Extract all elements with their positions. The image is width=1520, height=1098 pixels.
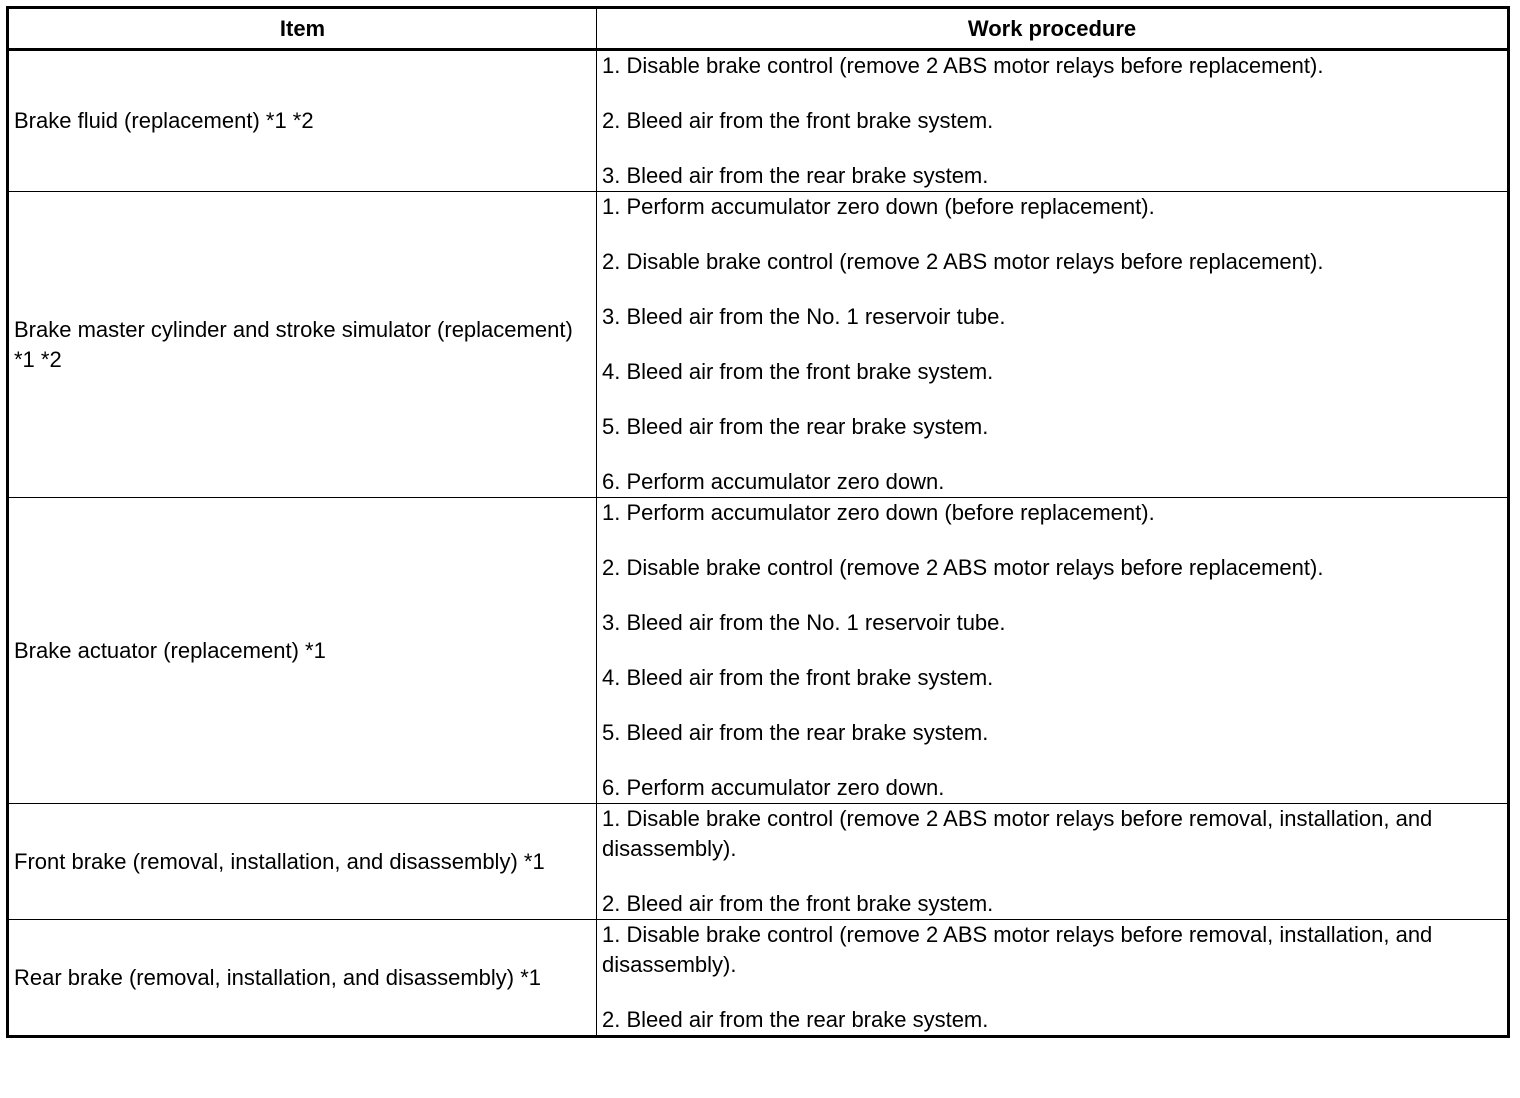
- table-row: [8, 192, 1509, 498]
- procedure-step: 6. Perform accumulator zero down.: [602, 469, 945, 494]
- procedure-step: 3. Bleed air from the No. 1 reservoir tube.: [602, 610, 1006, 635]
- procedure-cell: [597, 920, 1509, 1037]
- procedure-step: 1. Perform accumulator zero down (before replacement).: [602, 500, 1155, 525]
- procedure-step: 3. Bleed air from the No. 1 reservoir tube.: [602, 304, 1006, 329]
- procedure-cell: [597, 804, 1509, 920]
- procedure-step: 2. Bleed air from the rear brake system.: [602, 1007, 989, 1032]
- table-body: [8, 50, 1509, 1037]
- item-cell: Rear brake (removal, installation, and disassembly) *1: [8, 920, 597, 1037]
- procedure-cell: [597, 192, 1509, 498]
- procedure-step: 1. Disable brake control (remove 2 ABS motor relays before removal, installation, and disassembly).: [602, 922, 1433, 977]
- header-work-procedure: Work procedure: [597, 8, 1509, 50]
- procedure-step: 4. Bleed air from the front brake system.: [602, 665, 994, 690]
- table-row: [8, 920, 1509, 1037]
- item-cell: Front brake (removal, installation, and disassembly) *1: [8, 804, 597, 920]
- procedure-step: 1. Perform accumulator zero down (before replacement).: [602, 194, 1155, 219]
- procedure-step: 3. Bleed air from the rear brake system.: [602, 163, 989, 188]
- procedure-step: 1. Disable brake control (remove 2 ABS motor relays before removal, installation, and disassembly).: [602, 806, 1433, 861]
- table-row: [8, 804, 1509, 920]
- item-cell: Brake fluid (replacement) *1 *2: [8, 50, 597, 192]
- procedure-step: 5. Bleed air from the rear brake system.: [602, 414, 989, 439]
- procedure-cell: [597, 498, 1509, 804]
- item-cell: Brake actuator (replacement) *1: [8, 498, 597, 804]
- procedure-step: 2. Disable brake control (remove 2 ABS motor relays before replacement).: [602, 249, 1324, 274]
- procedure-step: 2. Bleed air from the front brake system.: [602, 891, 994, 916]
- item-cell: Brake master cylinder and stroke simulator (replacement) *1 *2: [8, 192, 597, 498]
- header-row: [8, 8, 1509, 50]
- procedure-step: 1. Disable brake control (remove 2 ABS motor relays before replacement).: [602, 53, 1324, 78]
- work-procedure-table: [6, 6, 1510, 1038]
- header-item: Item: [8, 8, 597, 50]
- table-row: [8, 50, 1509, 192]
- table-row: [8, 498, 1509, 804]
- procedure-step: 6. Perform accumulator zero down.: [602, 775, 945, 800]
- procedure-step: 4. Bleed air from the front brake system.: [602, 359, 994, 384]
- procedure-step: 5. Bleed air from the rear brake system.: [602, 720, 989, 745]
- procedure-step: 2. Disable brake control (remove 2 ABS motor relays before replacement).: [602, 555, 1324, 580]
- procedure-step: 2. Bleed air from the front brake system.: [602, 108, 994, 133]
- procedure-cell: [597, 50, 1509, 192]
